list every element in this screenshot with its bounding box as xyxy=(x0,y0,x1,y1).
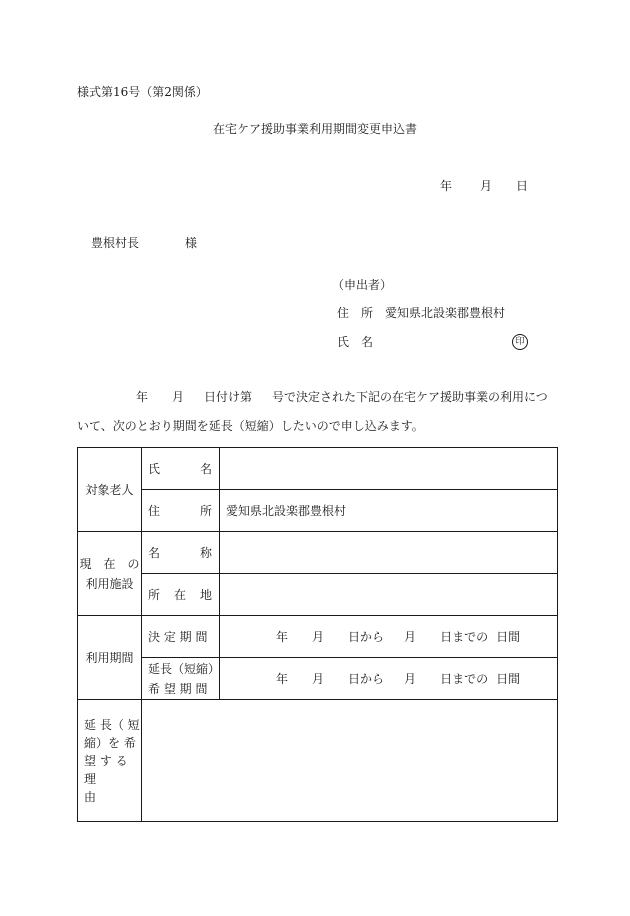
addressee xyxy=(91,237,197,249)
subject-address-field[interactable]: 愛知県北設楽郡豊根村 xyxy=(220,490,558,532)
applicant-address-value: 愛知県北設楽郡豊根村 xyxy=(385,306,506,320)
facility-location-field[interactable] xyxy=(220,574,558,616)
date-month: 月 xyxy=(480,179,493,193)
subject-category: 対象老人 xyxy=(78,448,142,532)
extension-period-field[interactable]: 年 月 日から 月 日までの 日間 xyxy=(220,658,558,700)
seal-mark: 印 xyxy=(512,334,528,350)
extension-label-line1: 延長（短縮） xyxy=(148,661,221,676)
extension-period-label xyxy=(142,658,220,700)
reason-label-line4: 由 xyxy=(84,789,97,804)
body-text-line-2: いて、次のとおり期間を延長（短縮）したいので申し込みます。 xyxy=(77,419,424,433)
reason-label-line3: 望 す る 理 xyxy=(84,753,128,786)
date-day: 日 xyxy=(516,179,529,193)
body-month: 月 xyxy=(172,390,185,404)
decided-period-field[interactable]: 年 月 日から 月 日までの 日間 xyxy=(220,616,558,658)
reason-category xyxy=(78,700,142,822)
subject-address-label: 住 所 xyxy=(142,490,220,532)
facility-location-label: 所 在 地 xyxy=(142,574,220,616)
addressee-office: 豊根村長 xyxy=(91,236,140,250)
reason-label-line1: 延 長（ 短 xyxy=(84,717,140,732)
body-date-ref: 日付け第 xyxy=(204,390,253,404)
form-number: 様式第16号（第2関係） xyxy=(77,85,208,99)
extension-label-line2: 希 望 期 間 xyxy=(148,681,208,696)
applicant-label: （申出者） xyxy=(332,278,393,292)
date-line xyxy=(440,180,528,192)
period-category: 利用期間 xyxy=(78,616,142,700)
date-year: 年 xyxy=(440,179,453,193)
reason-field[interactable] xyxy=(142,700,558,822)
addressee-honorific: 様 xyxy=(185,236,198,250)
applicant-address-row xyxy=(337,307,505,319)
facility-category xyxy=(78,532,142,616)
facility-name-label: 名 称 xyxy=(142,532,220,574)
body-text-line-1 xyxy=(136,391,548,403)
subject-name-label: 氏 名 xyxy=(142,448,220,490)
application-table xyxy=(77,447,558,822)
applicant-address-label: 住 所 xyxy=(337,306,374,320)
facility-name-field[interactable] xyxy=(220,532,558,574)
facility-category-line1: 現 在 の xyxy=(79,556,140,571)
document-title: 在宅ケア援助事業利用期間変更申込書 xyxy=(212,122,417,136)
applicant-name-label: 氏 名 xyxy=(337,335,374,349)
body-year: 年 xyxy=(136,390,149,404)
subject-name-field[interactable] xyxy=(220,448,558,490)
applicant-name-row xyxy=(337,336,373,348)
reason-label-line2: 縮）を 希 xyxy=(84,735,136,750)
facility-category-line2: 利用施設 xyxy=(85,576,134,591)
decided-period-label: 決 定 期 間 xyxy=(142,616,220,658)
body-rest: 号で決定された下記の在宅ケア援助事業の利用につ xyxy=(272,390,548,404)
